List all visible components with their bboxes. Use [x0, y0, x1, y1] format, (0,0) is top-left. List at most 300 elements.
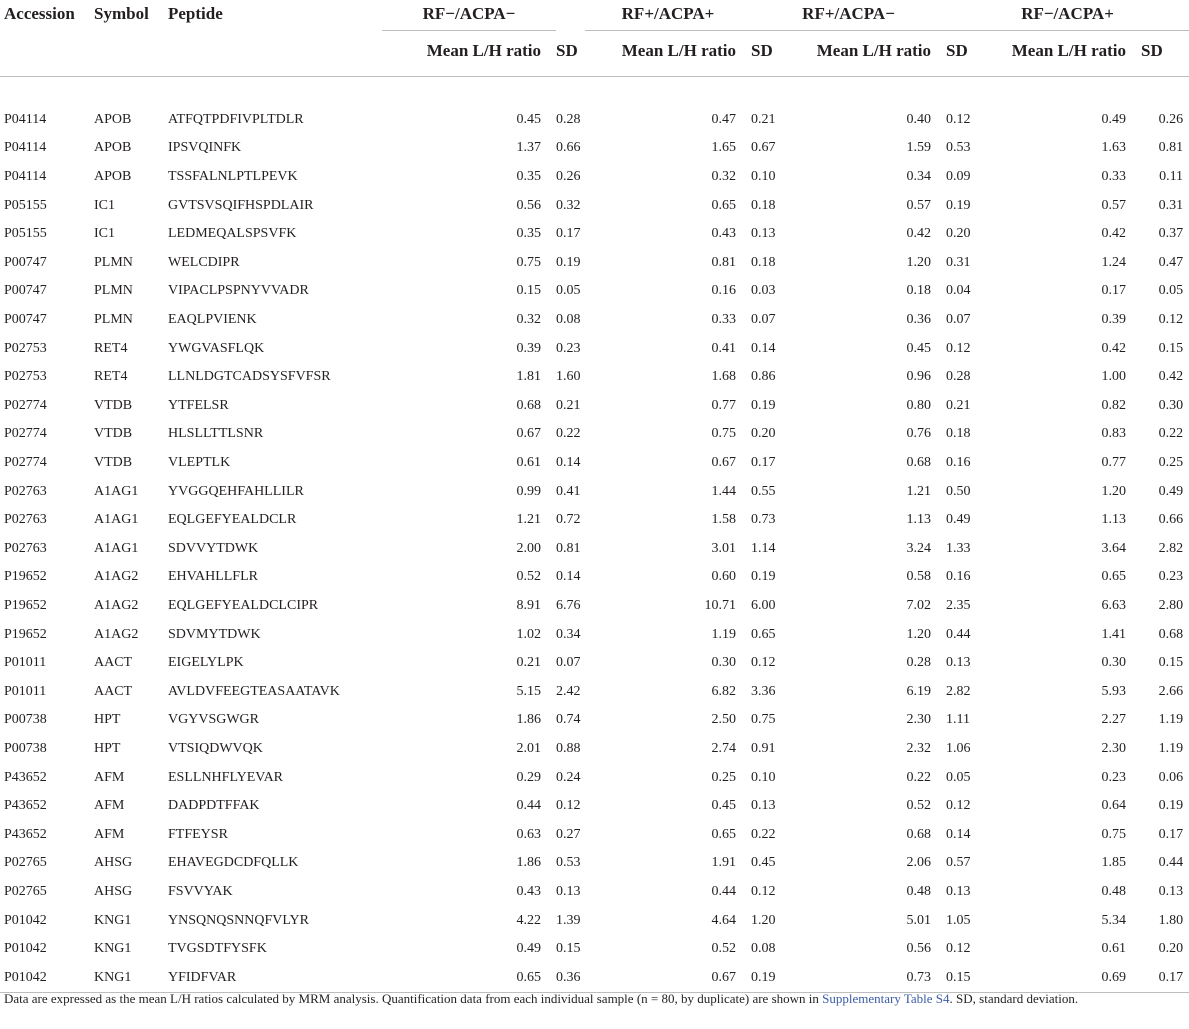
cell-sd: 0.49: [1158, 483, 1184, 499]
cell-peptide: WELCDIPR: [168, 254, 240, 270]
cell-mean: 0.68: [516, 397, 541, 413]
cell-sd: 0.14: [556, 569, 581, 585]
cell-accession: P01042: [4, 912, 47, 928]
cell-sd: 0.22: [556, 426, 581, 442]
cell-mean: 0.63: [516, 826, 541, 842]
cell-sd: 0.37: [1158, 226, 1184, 242]
cell-mean: 0.52: [516, 569, 541, 585]
cell-mean: 0.52: [906, 798, 932, 814]
cell-accession: P04114: [4, 140, 47, 156]
cell-mean: 0.69: [975, 963, 1126, 992]
cell-mean: 1.58: [711, 512, 736, 528]
cell-accession: P05155: [4, 197, 47, 213]
header-sd-1: SD: [556, 41, 578, 60]
cell-mean: 3.24: [906, 540, 932, 556]
cell-sd: 2.42: [556, 683, 581, 699]
cell-sd: 0.47: [1158, 254, 1184, 270]
cell-mean: 0.45: [516, 111, 541, 127]
cell-mean: 0.34: [906, 169, 932, 185]
cell-peptide: GVTSVSQIFHSPDLAIR: [168, 197, 314, 213]
cell-mean: 0.82: [1101, 397, 1127, 413]
cell-accession: P04114: [4, 169, 47, 185]
cell-sd: 0.75: [751, 712, 776, 728]
cell-mean: 1.59: [906, 140, 932, 156]
table-row: [0, 134, 1189, 163]
cell-mean: 1.86: [516, 712, 541, 728]
cell-accession: P01042: [0, 963, 94, 992]
cell-peptide: YWGVASFLQK: [168, 340, 265, 356]
cell-sd: 0.07: [556, 655, 581, 671]
cell-peptide: LEDMEQALSPSVFK: [168, 226, 297, 242]
cell-peptide: ATFQTPDFIVPLTDLR: [168, 111, 304, 127]
cell-mean: 2.32: [906, 740, 932, 756]
cell-sd: 0.07: [751, 312, 776, 328]
cell-mean: 1.24: [1101, 254, 1127, 270]
cell-sd: 0.53: [556, 855, 581, 871]
cell-sd: 6.76: [556, 597, 581, 613]
header-accession: Accession: [4, 4, 75, 23]
cell-mean: 1.20: [906, 626, 932, 642]
cell-sd: 0.19: [1158, 798, 1184, 814]
cell-sd: 0.13: [751, 226, 776, 242]
cell-sd: 0.15: [1158, 340, 1184, 356]
cell-sd: 0.19: [556, 254, 581, 270]
cell-accession: P02763: [4, 483, 47, 499]
cell-sd: 1.06: [946, 740, 971, 756]
cell-mean: 5.01: [906, 912, 932, 928]
cell-mean: 0.23: [1101, 769, 1127, 785]
cell-sd: 0.13: [751, 798, 776, 814]
cell-mean: 0.80: [906, 397, 932, 413]
cell-sd: 0.12: [556, 798, 581, 814]
table-row: [0, 935, 1189, 964]
cell-accession: P02765: [4, 855, 47, 871]
cell-sd: 1.60: [556, 369, 581, 385]
cell-mean: 0.58: [906, 569, 932, 585]
cell-symbol: PLMN: [94, 312, 133, 328]
cell-symbol: HPT: [94, 712, 121, 728]
cell-accession: P01042: [4, 941, 47, 957]
cell-sd: 0.04: [946, 283, 971, 299]
cell-sd: 0.55: [751, 483, 776, 499]
cell-sd: 0.42: [1158, 369, 1184, 385]
cell-peptide: LLNLDGTCADSYSFVFSR: [168, 369, 331, 385]
cell-sd: 0.18: [751, 197, 776, 213]
cell-symbol: A1AG2: [94, 597, 139, 613]
table-row: [0, 220, 1189, 249]
cell-accession: P02774: [4, 426, 47, 442]
cell-sd: 0.19: [751, 569, 776, 585]
cell-sd: 0.15: [946, 963, 975, 992]
cell-mean: 0.28: [906, 655, 932, 671]
cell-peptide: SDVVYTDWK: [168, 540, 259, 556]
cell-sd: 1.33: [946, 540, 971, 556]
cell-mean: 0.49: [516, 941, 541, 957]
cell-mean: 0.16: [711, 283, 736, 299]
cell-mean: 1.85: [1101, 855, 1127, 871]
cell-sd: 0.28: [946, 369, 971, 385]
cell-mean: 0.43: [711, 226, 736, 242]
cell-sd: 0.25: [1158, 455, 1184, 471]
cell-peptide: ESLLNHFLYEVAR: [168, 769, 284, 785]
cell-sd: 0.13: [946, 883, 971, 899]
cell-mean: 0.32: [711, 169, 736, 185]
cell-symbol: VTDB: [94, 397, 133, 413]
cell-sd: 0.18: [751, 254, 776, 270]
table-row: [0, 163, 1189, 192]
cell-sd: 3.36: [751, 683, 776, 699]
cell-sd: 0.20: [1158, 941, 1184, 957]
table-row: [0, 735, 1189, 764]
table-row: [0, 763, 1189, 792]
cell-sd: 0.17: [751, 455, 776, 471]
header-mean-4: Mean L/H ratio: [1011, 41, 1127, 60]
cell-accession: P43652: [4, 769, 47, 785]
cell-mean: 0.39: [1101, 312, 1127, 328]
cell-mean: 0.21: [516, 655, 541, 671]
cell-mean: 1.81: [516, 369, 541, 385]
table-row: [0, 906, 1189, 935]
group-header-1: RF−/ACPA−: [368, 0, 556, 34]
cell-mean: 7.02: [906, 597, 932, 613]
cell-mean: 0.56: [906, 941, 932, 957]
cell-sd: 0.06: [1158, 769, 1184, 785]
cell-mean: 0.61: [1101, 941, 1127, 957]
cell-accession: P00747: [4, 254, 47, 270]
cell-sd: 1.20: [751, 912, 776, 928]
cell-mean: 0.65: [1101, 569, 1127, 585]
cell-mean: 1.68: [711, 369, 736, 385]
cell-symbol: VTDB: [94, 426, 133, 442]
cell-accession: P02763: [4, 512, 47, 528]
cell-mean: 0.81: [711, 254, 736, 270]
group-header-2: RF+/ACPA+: [556, 0, 751, 34]
cell-peptide: IPSVQINFK: [168, 140, 242, 156]
cell-symbol: A1AG1: [94, 512, 139, 528]
cell-mean: 5.15: [516, 683, 541, 699]
header-symbol: Symbol: [94, 4, 149, 23]
cell-mean: 0.36: [906, 312, 932, 328]
cell-mean: 0.68: [906, 826, 932, 842]
cell-sd: 0.66: [556, 140, 581, 156]
table-row: [0, 563, 1189, 592]
cell-mean: 6.19: [906, 683, 932, 699]
cell-accession: P00738: [4, 740, 47, 756]
cell-mean: 8.91: [516, 597, 541, 613]
cell-peptide: YNSQNQSNNQFVLYR: [168, 912, 309, 928]
cell-mean: 0.75: [711, 426, 736, 442]
cell-mean: 2.27: [1101, 712, 1127, 728]
cell-sd: 0.15: [556, 941, 581, 957]
cell-peptide: FSVVYAK: [168, 883, 233, 899]
table-row: [0, 363, 1189, 392]
cell-sd: 0.14: [751, 340, 776, 356]
cell-sd: 0.23: [1158, 569, 1184, 585]
cell-sd: 0.49: [946, 512, 971, 528]
cell-symbol: PLMN: [94, 283, 133, 299]
table-row: [0, 792, 1189, 821]
cell-sd: 0.17: [556, 226, 581, 242]
cell-mean: 1.21: [906, 483, 932, 499]
cell-mean: 1.44: [711, 483, 736, 499]
table-row: [0, 506, 1189, 535]
cell-accession: P02753: [4, 369, 47, 385]
cell-sd: 0.81: [1158, 140, 1184, 156]
cell-mean: 0.75: [1101, 826, 1127, 842]
cell-symbol: A1AG2: [94, 626, 139, 642]
cell-peptide: HLSLLTTLSNR: [168, 426, 264, 442]
cell-mean: 0.45: [906, 340, 932, 356]
cell-mean: 1.91: [711, 855, 736, 871]
cell-mean: 0.45: [711, 798, 736, 814]
cell-peptide: YVGGQEHFAHLLILR: [168, 483, 304, 499]
cell-mean: 2.01: [516, 740, 541, 756]
table-row: [0, 878, 1189, 907]
cell-mean: 0.52: [711, 941, 736, 957]
cell-mean: 2.50: [711, 712, 736, 728]
cell-accession: P19652: [4, 569, 47, 585]
cell-sd: 0.12: [946, 941, 971, 957]
table-row: [0, 106, 1189, 135]
cell-sd: 1.19: [1158, 712, 1184, 728]
cell-sd: 0.20: [946, 226, 971, 242]
cell-sd: 0.45: [751, 855, 776, 871]
cell-mean: 0.40: [906, 111, 932, 127]
cell-mean: 1.00: [1101, 369, 1127, 385]
cell-accession: P01011: [4, 655, 47, 671]
cell-mean: 1.37: [516, 140, 541, 156]
cell-accession: P43652: [4, 826, 47, 842]
cell-peptide: EIGELYLPK: [168, 655, 244, 671]
cell-sd: 1.80: [1158, 912, 1184, 928]
cell-mean: 0.25: [711, 769, 736, 785]
cell-sd: 0.17: [1141, 963, 1189, 992]
cell-mean: 0.39: [516, 340, 541, 356]
cell-symbol: AACT: [94, 655, 133, 671]
cell-sd: 0.32: [556, 197, 581, 213]
cell-mean: 0.44: [516, 798, 541, 814]
cell-sd: 0.86: [751, 369, 776, 385]
cell-mean: 2.06: [906, 855, 932, 871]
cell-peptide: EHAVEGDCDFQLLK: [168, 855, 299, 871]
cell-peptide: VTSIQDWVQK: [168, 740, 263, 756]
cell-sd: 0.09: [946, 169, 971, 185]
cell-sd: 0.13: [1158, 883, 1184, 899]
table-body: [0, 106, 1189, 993]
cell-mean: 1.19: [711, 626, 736, 642]
cell-sd: 0.05: [556, 283, 581, 299]
cell-sd: 0.24: [556, 769, 581, 785]
cell-sd: 0.53: [946, 140, 971, 156]
cell-mean: 0.67: [585, 963, 736, 992]
cell-symbol: RET4: [94, 369, 128, 385]
cell-mean: 0.65: [368, 963, 541, 992]
cell-sd: 0.50: [946, 483, 971, 499]
cell-mean: 5.34: [1101, 912, 1127, 928]
cell-sd: 0.30: [1158, 397, 1184, 413]
cell-mean: 2.30: [1101, 740, 1127, 756]
cell-mean: 6.63: [1101, 597, 1127, 613]
cell-mean: 2.74: [711, 740, 736, 756]
cell-sd: 1.19: [1158, 740, 1184, 756]
cell-symbol: APOB: [94, 169, 132, 185]
cell-sd: 0.34: [556, 626, 581, 642]
cell-mean: 0.57: [906, 197, 932, 213]
cell-sd: 6.00: [751, 597, 776, 613]
cell-symbol: KNG1: [94, 941, 132, 957]
cell-peptide: VIPACLPSPNYVVADR: [168, 283, 309, 299]
cell-sd: 0.72: [556, 512, 581, 528]
cell-sd: 0.22: [1158, 426, 1184, 442]
table-footnote: Data are expressed as the mean L/H ratios calculated by MRM analysis. Quantification data from each individual sample (n = 80, by duplicate) are shown in Supplementary Table S4. SD, standard deviation.: [4, 991, 1079, 1006]
cell-mean: 3.64: [1101, 540, 1127, 556]
cell-mean: 4.22: [516, 912, 541, 928]
cell-peptide: YTFELSR: [168, 397, 229, 413]
cell-sd: 0.36: [556, 963, 585, 992]
table-row: [0, 334, 1189, 363]
cell-sd: 0.12: [946, 340, 971, 356]
cell-accession: P00747: [4, 312, 47, 328]
supplementary-table-link[interactable]: Supplementary Table S4: [822, 991, 950, 1006]
cell-sd: 0.08: [556, 312, 581, 328]
cell-symbol: IC1: [94, 197, 115, 213]
cell-sd: 0.15: [1158, 655, 1184, 671]
table-row: [0, 306, 1189, 335]
cell-symbol: RET4: [94, 340, 128, 356]
cell-sd: 0.12: [1158, 312, 1184, 328]
cell-mean: 1.41: [1101, 626, 1127, 642]
table-row: [0, 449, 1189, 478]
cell-sd: 0.21: [946, 397, 971, 413]
cell-peptide: SDVMYTDWK: [168, 626, 261, 642]
header-mean-2: Mean L/H ratio: [621, 41, 736, 60]
cell-sd: 2.35: [946, 597, 971, 613]
table-row: [0, 592, 1189, 621]
cell-mean: 1.20: [1101, 483, 1127, 499]
cell-accession: P02774: [4, 455, 47, 471]
cell-symbol: AFM: [94, 798, 125, 814]
cell-symbol: A1AG1: [94, 483, 139, 499]
cell-mean: 0.99: [516, 483, 541, 499]
cell-symbol: APOB: [94, 140, 132, 156]
cell-sd: 0.21: [751, 111, 776, 127]
cell-mean: 1.63: [1101, 140, 1127, 156]
cell-mean: 0.67: [516, 426, 541, 442]
cell-mean: 0.83: [1101, 426, 1127, 442]
cell-peptide: DADPDTFFAK: [168, 798, 260, 814]
cell-mean: 0.65: [711, 197, 736, 213]
cell-sd: 0.16: [946, 455, 971, 471]
cell-sd: 0.73: [751, 512, 776, 528]
cell-symbol: APOB: [94, 111, 132, 127]
table-row: [0, 706, 1189, 735]
cell-mean: 0.44: [711, 883, 736, 899]
cell-sd: 0.21: [556, 397, 581, 413]
cell-mean: 6.82: [711, 683, 736, 699]
cell-accession: P19652: [4, 626, 47, 642]
cell-mean: 4.64: [711, 912, 736, 928]
table-row: [0, 392, 1189, 421]
cell-symbol: AHSG: [94, 883, 133, 899]
cell-symbol: KNG1: [94, 912, 132, 928]
cell-sd: 1.11: [946, 712, 971, 728]
cell-mean: 1.65: [711, 140, 736, 156]
cell-accession: P02763: [4, 540, 47, 556]
table-row: [0, 963, 1189, 992]
cell-mean: 1.20: [906, 254, 932, 270]
cell-sd: 0.22: [751, 826, 776, 842]
cell-sd: 1.05: [946, 912, 971, 928]
cell-mean: 0.68: [906, 455, 932, 471]
cell-mean: 0.33: [711, 312, 736, 328]
cell-symbol: A1AG1: [94, 540, 139, 556]
cell-mean: 0.17: [1101, 283, 1127, 299]
cell-sd: 0.31: [946, 254, 971, 270]
cell-peptide: EQLGEFYEALDCLCIPR: [168, 597, 319, 613]
cell-symbol: KNG1: [94, 963, 168, 992]
cell-mean: 0.43: [516, 883, 541, 899]
cell-sd: 0.08: [751, 941, 776, 957]
cell-mean: 0.33: [1101, 169, 1127, 185]
cell-mean: 0.76: [906, 426, 932, 442]
cell-accession: P43652: [4, 798, 47, 814]
cell-mean: 0.22: [906, 769, 932, 785]
cell-mean: 10.71: [704, 597, 736, 613]
cell-peptide: EQLGEFYEALDCLR: [168, 512, 297, 528]
cell-sd: 0.10: [751, 169, 776, 185]
cell-accession: P05155: [4, 226, 47, 242]
cell-accession: P00747: [4, 283, 47, 299]
cell-sd: 0.44: [1158, 855, 1184, 871]
table-row: [0, 477, 1189, 506]
cell-mean: 0.42: [1101, 340, 1127, 356]
cell-sd: 0.12: [946, 798, 971, 814]
cell-sd: 0.14: [946, 826, 971, 842]
table-row: [0, 420, 1189, 449]
cell-sd: 0.44: [946, 626, 971, 642]
cell-mean: 1.13: [906, 512, 932, 528]
cell-mean: 1.86: [516, 855, 541, 871]
cell-sd: 0.57: [946, 855, 971, 871]
table-row: [0, 535, 1189, 564]
header-mean-1: Mean L/H ratio: [426, 41, 541, 60]
cell-mean: 0.73: [780, 963, 931, 992]
cell-symbol: VTDB: [94, 455, 133, 471]
cell-mean: 1.13: [1101, 512, 1127, 528]
cell-sd: 0.12: [751, 655, 776, 671]
cell-sd: 0.18: [946, 426, 971, 442]
cell-sd: 2.82: [1158, 540, 1184, 556]
cell-mean: 0.77: [1101, 455, 1127, 471]
cell-sd: 0.26: [556, 169, 581, 185]
cell-mean: 5.93: [1101, 683, 1127, 699]
cell-sd: 0.19: [751, 397, 776, 413]
cell-accession: P02753: [4, 340, 47, 356]
cell-symbol: AFM: [94, 826, 125, 842]
cell-symbol: IC1: [94, 226, 115, 242]
cell-peptide: VGYVSGWGR: [168, 712, 259, 728]
cell-sd: 0.13: [556, 883, 581, 899]
cell-mean: 2.30: [906, 712, 932, 728]
cell-sd: 0.26: [1158, 111, 1184, 127]
cell-peptide: AVLDVFEEGTEASAATAVK: [168, 683, 340, 699]
cell-sd: 0.68: [1158, 626, 1184, 642]
cell-mean: 2.00: [516, 540, 541, 556]
cell-mean: 1.21: [516, 512, 541, 528]
cell-accession: P00738: [4, 712, 47, 728]
cell-accession: P02765: [4, 883, 47, 899]
cell-mean: 0.32: [516, 312, 541, 328]
